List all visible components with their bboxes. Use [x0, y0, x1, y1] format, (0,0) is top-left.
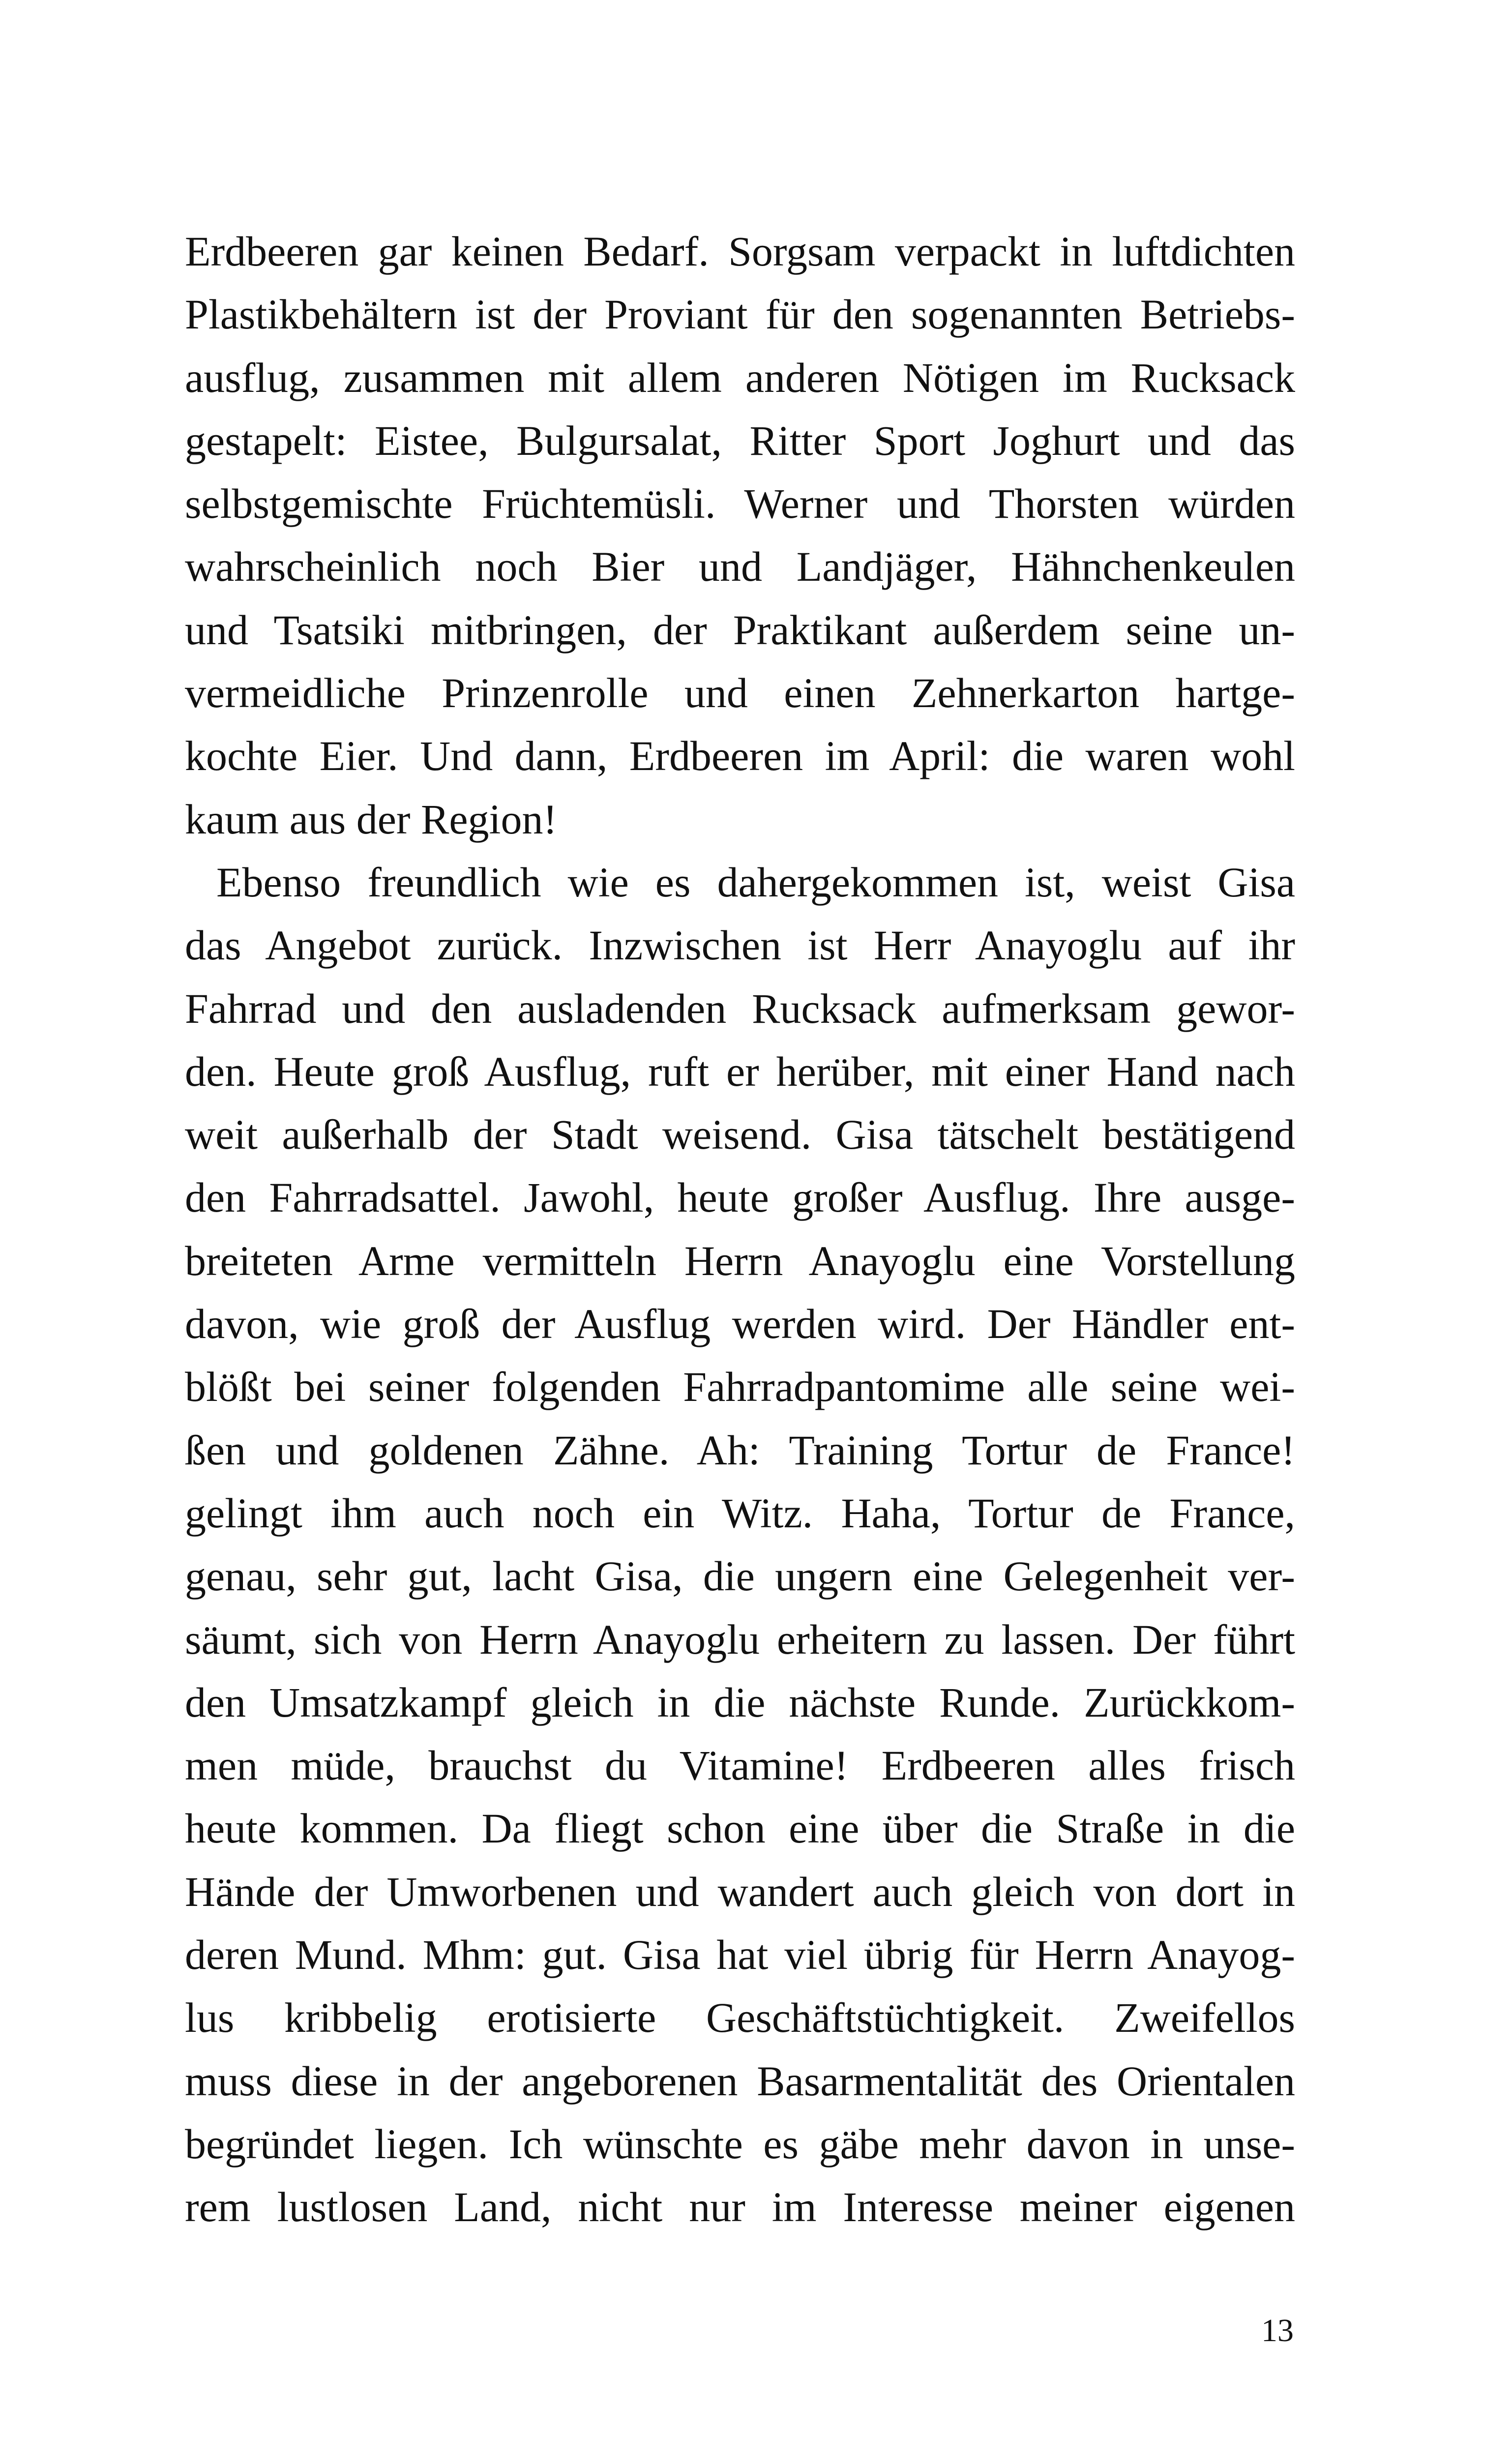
text-line: selbstgemischte Früchtemüsli. Werner und Thorsten würden — [185, 480, 1295, 528]
text-line: säumt, sich von Herrn Anayoglu erheitern zu lassen. Der führt — [185, 1615, 1295, 1663]
text-line: den Umsatzkampf gleich in die nächste Runde. Zurückkom- — [185, 1678, 1295, 1726]
text-line: muss diese in der angeborenen Basarmentalität des Orientalen — [185, 2057, 1295, 2105]
text-line: den. Heute groß Ausflug, ruft er herüber, mit einer Hand nach — [185, 1047, 1295, 1095]
text-line: deren Mund. Mhm: gut. Gisa hat viel übrig für Herrn Anayog- — [185, 1931, 1295, 1979]
text-line: kaum aus der Region! — [185, 795, 558, 843]
text-line: Hände der Umworbenen und wandert auch gleich von dort in — [185, 1868, 1295, 1915]
text-line: den Fahrradsattel. Jawohl, heute großer Ausflug. Ihre ausge- — [185, 1174, 1295, 1221]
text-line: ßen und goldenen Zähne. Ah: Training Tortur de France! — [185, 1426, 1295, 1474]
text-line: lus kribbelig erotisierte Geschäftstüchtigkeit. Zweifellos — [185, 1994, 1295, 2042]
text-line: gestapelt: Eistee, Bulgursalat, Ritter Sport Joghurt und das — [185, 416, 1295, 464]
text-line: das Angebot zurück. Inzwischen ist Herr Anayoglu auf ihr — [185, 922, 1295, 969]
text-line: begründet liegen. Ich wünschte es gäbe mehr davon in unse- — [185, 2120, 1295, 2168]
page-number: 13 — [1261, 2313, 1294, 2349]
text-line: vermeidliche Prinzenrolle und einen Zehnerkarton hartge- — [185, 669, 1295, 717]
text-line: Plastikbehältern ist der Proviant für den sogenannten Betriebs- — [185, 291, 1295, 338]
text-line: heute kommen. Da fliegt schon eine über die Straße in die — [185, 1805, 1295, 1852]
body-text — [185, 220, 1295, 2239]
text-line: weit außerhalb der Stadt weisend. Gisa tätschelt bestätigend — [185, 1111, 1295, 1159]
text-line: men müde, brauchst du Vitamine! Erdbeeren alles frisch — [185, 1742, 1295, 1789]
text-line: ausflug, zusammen mit allem anderen Nötigen im Rucksack — [185, 354, 1295, 401]
text-line: und Tsatsiki mitbringen, der Praktikant außerdem seine un- — [185, 606, 1295, 654]
text-line: Fahrrad und den ausladenden Rucksack aufmerksam gewor- — [185, 984, 1295, 1032]
text-line: Ebenso freundlich wie es dahergekommen ist, weist Gisa — [216, 858, 1295, 906]
text-line: breiteten Arme vermitteln Herrn Anayoglu eine Vorstellung — [185, 1237, 1295, 1284]
text-line: genau, sehr gut, lacht Gisa, die ungern eine Gelegenheit ver- — [185, 1552, 1295, 1600]
text-line: blößt bei seiner folgenden Fahrradpantomime alle seine wei- — [185, 1363, 1295, 1411]
text-line: gelingt ihm auch noch ein Witz. Haha, Tortur de France, — [185, 1489, 1295, 1537]
text-line: rem lustlosen Land, nicht nur im Interesse meiner eigenen — [185, 2183, 1295, 2231]
text-line: Erdbeeren gar keinen Bedarf. Sorgsam verpackt in luftdichten — [185, 228, 1295, 275]
text-line: wahrscheinlich noch Bier und Landjäger, Hähnchenkeulen — [185, 543, 1295, 591]
text-line: davon, wie groß der Ausflug werden wird. Der Händler ent- — [185, 1300, 1295, 1348]
text-line: kochte Eier. Und dann, Erdbeeren im April: die waren wohl — [185, 732, 1295, 780]
